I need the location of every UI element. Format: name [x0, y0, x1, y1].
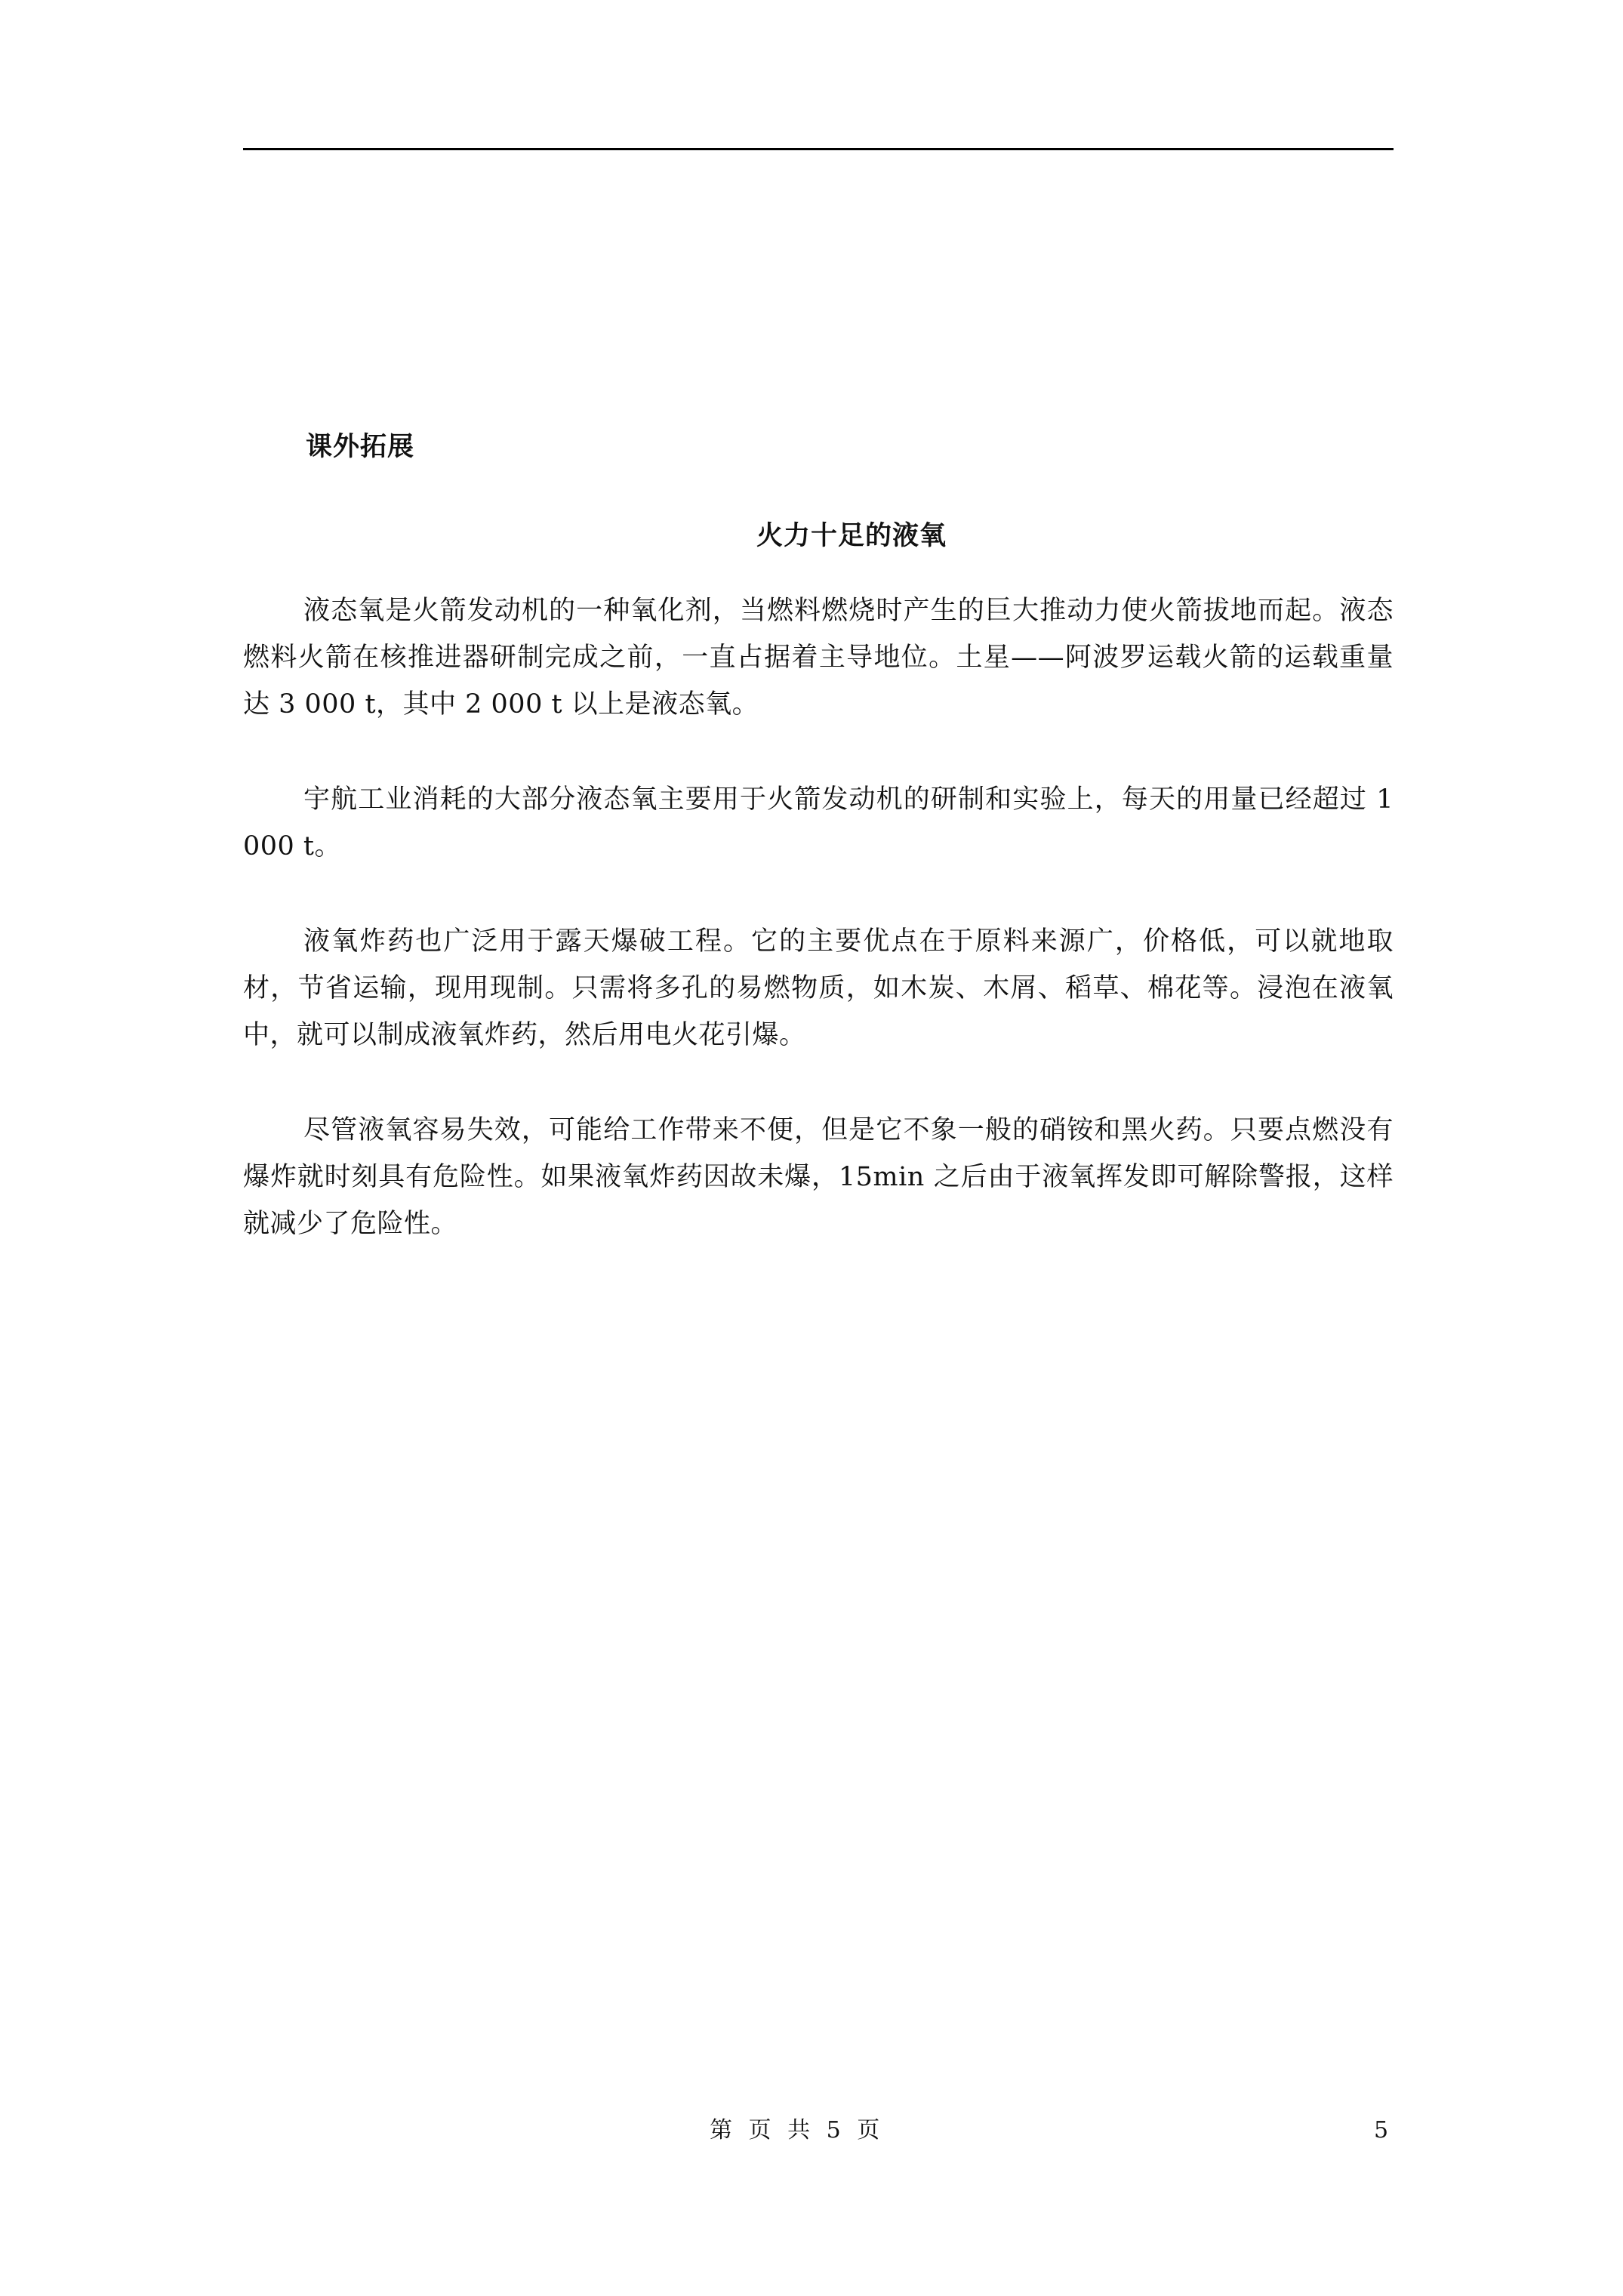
footer-page-info: 第 页 共 5 页: [710, 2117, 880, 2143]
footer-page-number: 5: [1374, 2117, 1389, 2143]
paragraph-safety: 尽管液氧容易失效，可能给工作带来不便，但是它不象一般的硝铵和黑火药。只要点燃没有爆炸就时刻具有危险性。如果液氧炸药因故未爆，15min 之后由于液氧挥发即可解除警报，这样就减少了危险性。: [243, 1115, 1394, 1239]
article-body: [243, 587, 1394, 1296]
article-title: 火力十足的液氧: [756, 520, 947, 551]
paragraph-rocket-oxidizer: 液态氧是火箭发动机的一种氧化剂，当燃料燃烧时产生的巨大推动力使火箭拔地而起。液态燃料火箭在核推进器研制完成之前，一直占据着主导地位。土星——阿波罗运载火箭的运载重量达 3 000 t，其中 2 000 t 以上是液态氧。: [243, 596, 1394, 720]
header-rule: [243, 148, 1394, 150]
article-title-row: [243, 513, 1394, 559]
paragraph-blasting-explosive: 液氧炸药也广泛用于露天爆破工程。它的主要优点在于原料来源广，价格低，可以就地取材，节省运输，现用现制。只需将多孔的易燃物质，如木炭、木屑、稻草、棉花等。浸泡在液氧中，就可以制成液氧炸药，然后用电火花引爆。: [243, 926, 1394, 1050]
section-label: 课外拓展: [306, 431, 415, 462]
paragraph-aerospace-usage: 宇航工业消耗的大部分液态氧主要用于火箭发动机的研制和实验上，每天的用量已经超过 1 000 t。: [243, 784, 1394, 861]
